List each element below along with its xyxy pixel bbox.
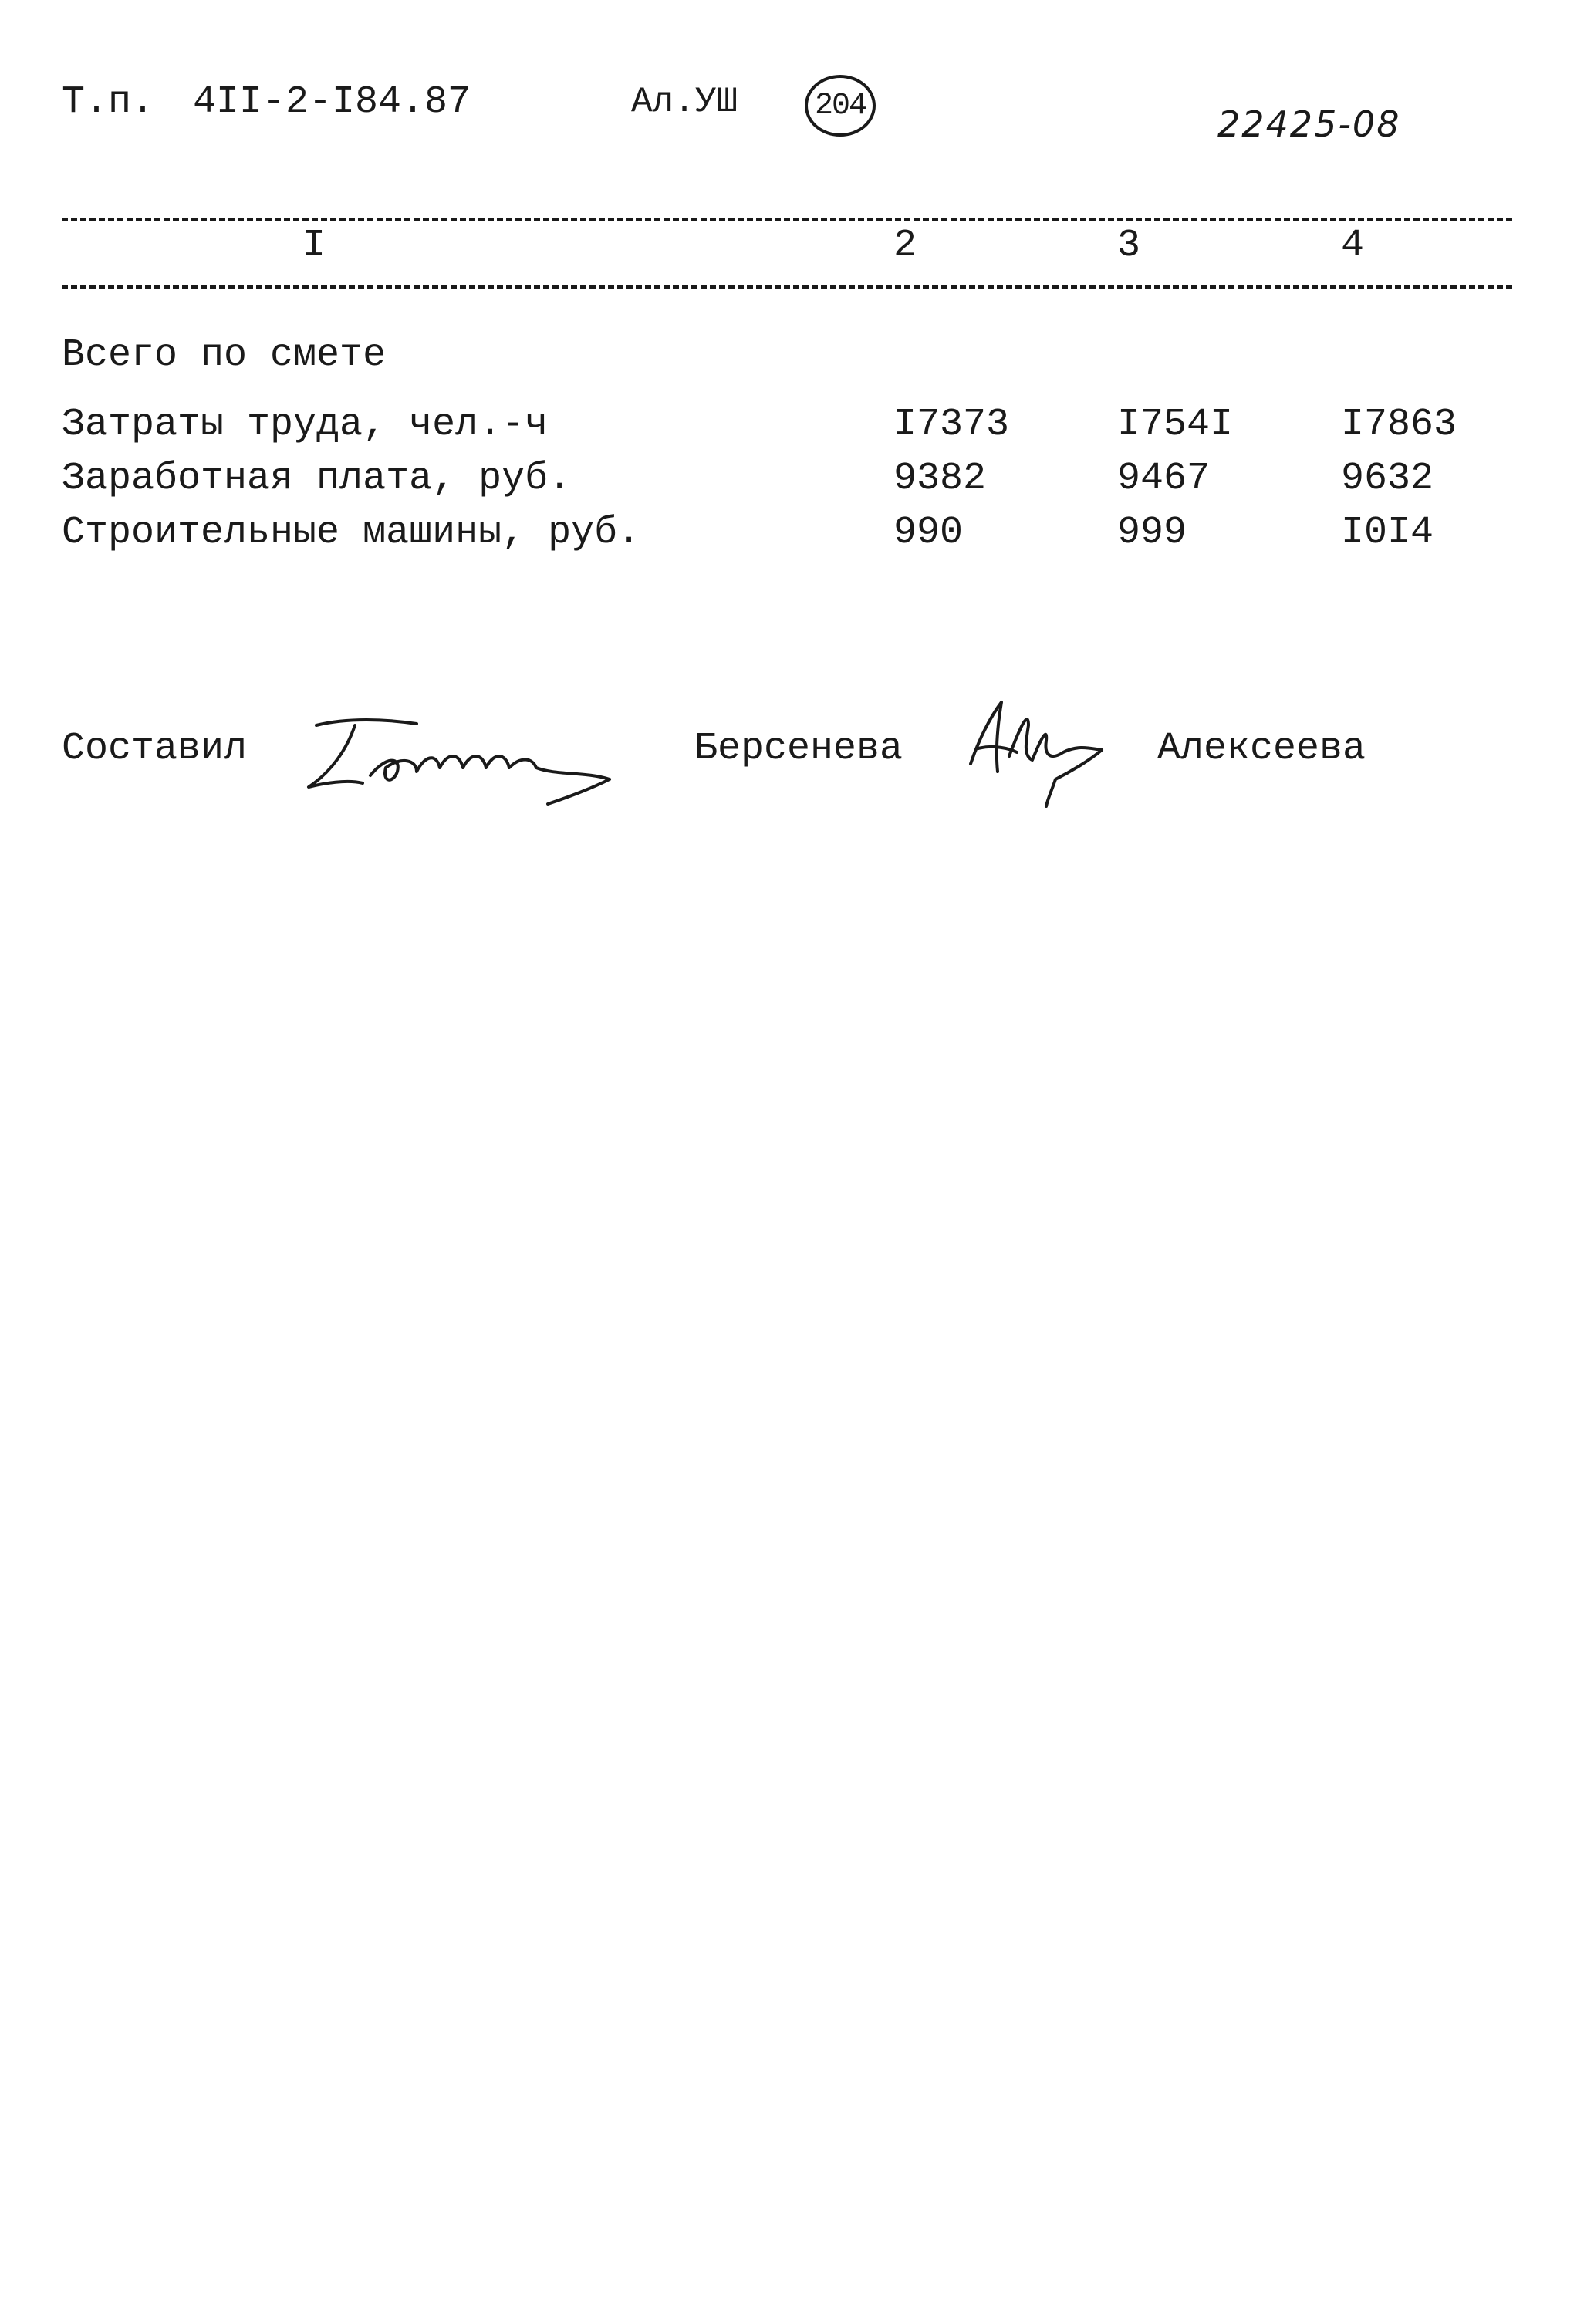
cell-value: I0I4	[1341, 511, 1434, 555]
cell-value: 9382	[893, 457, 987, 501]
cell-value: 990	[893, 511, 964, 555]
compiled-by-label: Составил	[62, 727, 248, 771]
column-header-1: I	[302, 224, 326, 268]
signature-2	[955, 694, 1140, 810]
row-label: Заработная плата, руб.	[62, 457, 572, 501]
signer-name-2: Алексеева	[1157, 727, 1366, 771]
inventory-number: 22425-08	[1217, 103, 1401, 145]
row-label: Строительные машины, руб.	[62, 511, 641, 555]
cell-value: 9632	[1341, 457, 1434, 501]
section-title: Всего по смете	[62, 333, 387, 377]
column-header-3: 3	[1117, 224, 1141, 268]
album-label: Ал.УШ	[631, 82, 738, 122]
table-header-rule	[62, 285, 1512, 289]
column-header-4: 4	[1341, 224, 1365, 268]
table-top-rule	[62, 218, 1512, 221]
cell-value: I754I	[1117, 403, 1234, 447]
cell-value: 999	[1117, 511, 1187, 555]
signature-1	[301, 710, 640, 810]
cell-value: I7863	[1341, 403, 1457, 447]
project-code: 4II-2-I84.87	[193, 80, 471, 124]
cell-value: 9467	[1117, 457, 1211, 501]
doc-type-label: Т.п.	[62, 80, 155, 124]
page-number-stamp: 204	[805, 75, 876, 137]
signer-name-1: Берсенева	[694, 727, 903, 771]
row-label: Затраты труда, чел.-ч	[62, 403, 549, 447]
cell-value: I7373	[893, 403, 1010, 447]
column-header-2: 2	[893, 224, 917, 268]
